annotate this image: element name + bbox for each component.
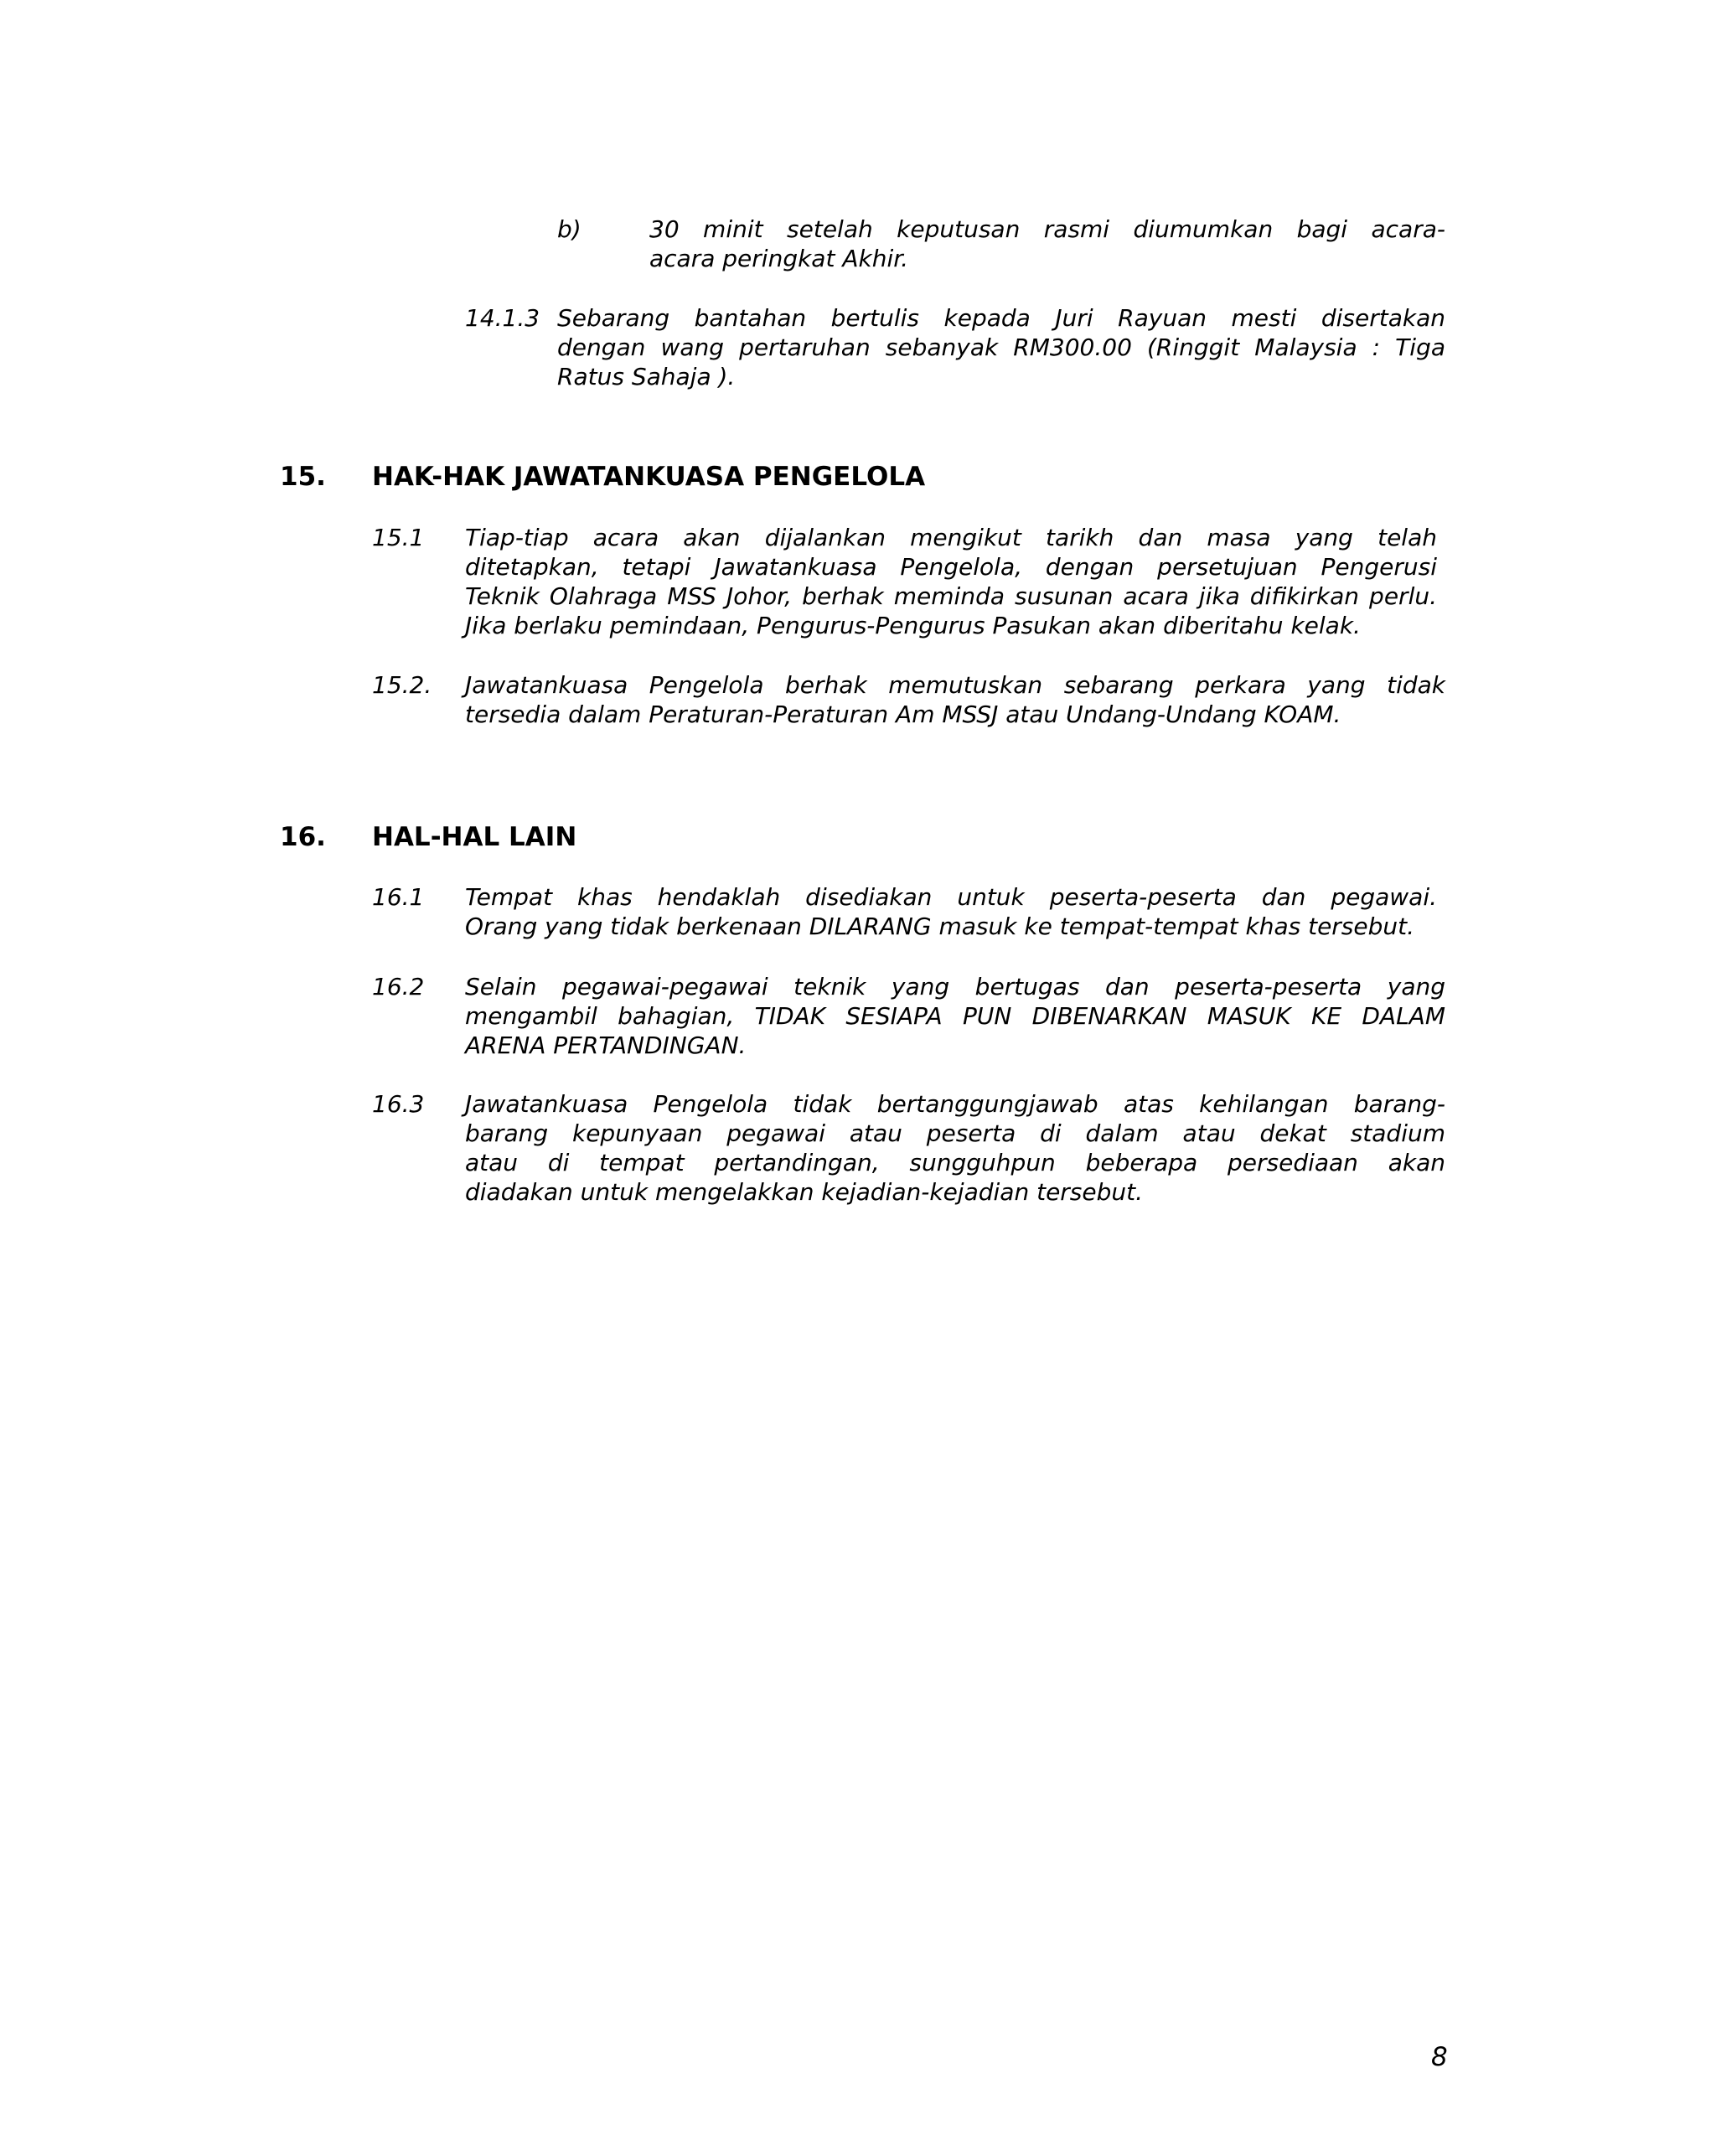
clause-15-2	[372, 670, 1445, 729]
clause-text: Tiap-tiap acara akan dijalankan mengikut tarikh dan masa yang telah ditetapkan, tetapi Jawatankuasa Pengelola, dengan persetujuan Pengerusi Teknik Olahraga MSS Johor, berhak meminda susunan acara jika difikirkan perlu. Jika berlaku pemindaan, Pengurus-Pengurus Pasukan akan diberitahu kelak.	[465, 524, 1437, 639]
clause-label: 15.1	[372, 524, 425, 551]
clause-text: Jawatankuasa Pengelola tidak bertanggungjawab atas kehilangan barang- barang kepunyaan pegawai atau peserta di dalam atau dekat stadium atau di tempat pertandingan, sungguhpun beberapa persediaan akan diadakan untuk mengelakkan kejadian-kejadian tersebut.	[465, 1090, 1445, 1206]
clause-label: 16.1	[372, 883, 425, 911]
page-number: 8	[1431, 2042, 1448, 2072]
clause-text: 30 minit setelah keputusan rasmi diumumkan bagi acara- acara peringkat Akhir.	[649, 215, 1445, 272]
clause-16-2	[372, 972, 1445, 1060]
section-title: HAL-HAL LAIN	[372, 822, 577, 852]
clause-text: Selain pegawai-pegawai teknik yang bertugas dan peserta-peserta yang mengambil bahagian, TIDAK SESIAPA PUN DIBENARKAN MASUK KE DALAM ARENA PERTANDINGAN.	[465, 973, 1445, 1059]
clause-16-1	[372, 882, 1445, 941]
clause-b	[557, 215, 1445, 273]
clause-16-3	[372, 1089, 1445, 1207]
clause-label: 16.3	[372, 1090, 425, 1118]
clause-label: b)	[557, 215, 581, 243]
clause-label: 15.2.	[372, 671, 432, 699]
clause-text: Sebarang bantahan bertulis kepada Juri Rayuan mesti disertakan dengan wang pertaruhan sebanyak RM300.00 (Ringgit Malaysia : Tiga Ratus Sahaja ).	[557, 304, 1445, 390]
section-number: 16.	[280, 822, 326, 852]
clause-text: Tempat khas hendaklah disediakan untuk peserta-peserta dan pegawai. Orang yang tidak berkenaan DILARANG masuk ke tempat-tempat khas tersebut.	[465, 883, 1437, 940]
clause-label: 14.1.3	[465, 304, 540, 332]
clause-14-1-3	[465, 303, 1445, 391]
section-number: 15.	[280, 462, 326, 492]
clause-15-1	[372, 523, 1445, 640]
section-title: HAK-HAK JAWATANKUASA PENGELOLA	[372, 462, 926, 492]
clause-text: Jawatankuasa Pengelola berhak memutuskan sebarang perkara yang tidak tersedia dalam Peraturan-Peraturan Am MSSJ atau Undang-Undang KOAM.	[465, 671, 1445, 728]
clause-label: 16.2	[372, 973, 425, 1000]
